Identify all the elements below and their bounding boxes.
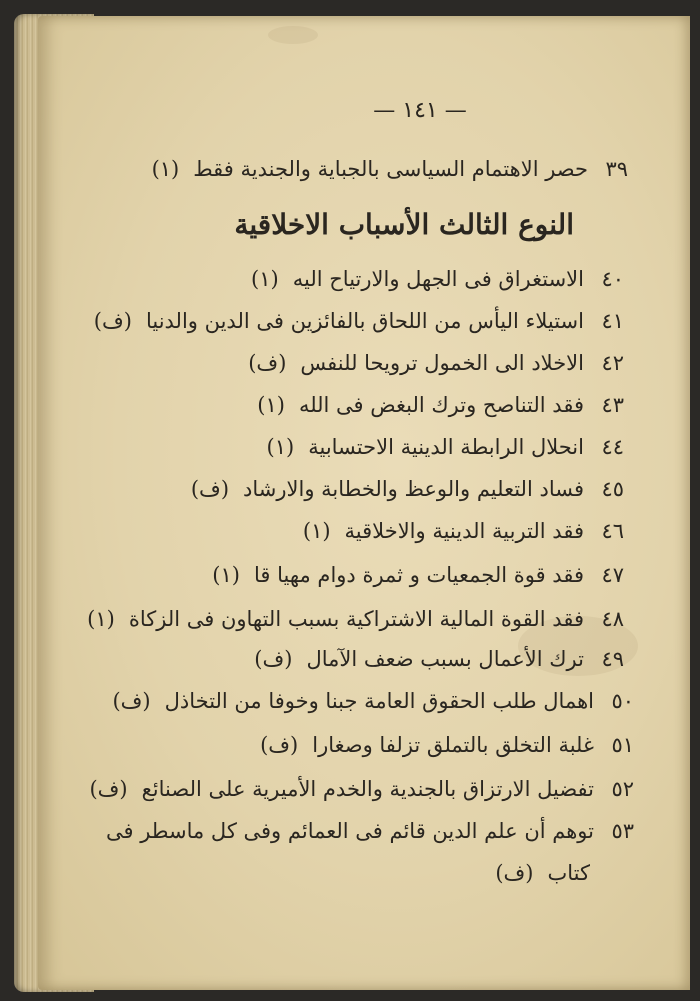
item-text: تفضيل الارتزاق بالجندية والخدم الأميرية على الصنائع xyxy=(141,777,594,801)
item-number: ٣٩ xyxy=(605,157,628,181)
item-number: ٤٧ xyxy=(601,563,624,587)
list-item xyxy=(112,686,634,716)
list-item xyxy=(251,264,624,294)
list-item xyxy=(152,154,628,184)
list-item xyxy=(254,644,624,674)
list-item xyxy=(260,730,634,760)
item-mark: (ف) xyxy=(190,477,230,501)
list-item xyxy=(257,390,624,420)
item-text: فقد التربية الدينية والاخلاقية xyxy=(344,519,584,543)
list-item xyxy=(94,306,624,336)
item-number: ٥٢ xyxy=(611,777,634,801)
list-item xyxy=(212,560,624,590)
item-text: فقد قوة الجمعيات و ثمرة دوام مهيا قا xyxy=(253,563,584,587)
item-text: اهمال طلب الحقوق العامة جبنا وخوفا من التخاذل xyxy=(164,689,594,713)
page-number: — ١٤١ — xyxy=(373,98,467,123)
item-text: توهم أن علم الدين قائم فى العمائم وفى كل ماسطر فى xyxy=(105,819,594,843)
item-text: فقد القوة المالية الاشتراكية بسبب التهاون فى الزكاة xyxy=(128,607,584,631)
item-mark: (١) xyxy=(251,267,279,291)
list-item xyxy=(248,348,624,378)
item-mark: (١) xyxy=(257,393,285,417)
item-text: فقد التناصح وترك البغض فى الله xyxy=(298,393,584,417)
continuation-text: كتاب xyxy=(547,861,590,885)
item-number: ٤١ xyxy=(601,309,624,333)
item-text: فساد التعليم والوعظ والخطابة والارشاد xyxy=(243,477,584,501)
item-number: ٤٥ xyxy=(601,477,624,501)
list-item xyxy=(87,604,624,634)
item-text: حصر الاهتمام السياسى بالجباية والجندية فقط xyxy=(193,157,588,181)
item-number: ٥٣ xyxy=(611,819,634,843)
item-mark: (ف) xyxy=(93,309,132,333)
list-item xyxy=(92,816,634,846)
page-smudge xyxy=(268,26,318,44)
item-number: ٥٠ xyxy=(611,689,634,713)
list-item xyxy=(89,774,634,804)
item-number: ٤٣ xyxy=(601,393,624,417)
item-mark: (١) xyxy=(87,607,115,631)
list-item xyxy=(191,474,624,504)
list-item-continuation xyxy=(495,858,590,888)
item-number: ٤٩ xyxy=(601,647,624,671)
item-mark: (١) xyxy=(266,435,295,459)
item-number: ٤٨ xyxy=(601,607,624,631)
item-mark: (ف) xyxy=(112,689,151,713)
item-mark: (ف) xyxy=(260,733,299,757)
item-text: الاستغراق فى الجهل والارتياح اليه xyxy=(292,267,584,291)
item-number: ٤٦ xyxy=(601,519,624,543)
item-mark: (ف) xyxy=(254,647,293,671)
item-number: ٤٢ xyxy=(601,351,624,375)
item-text: الاخلاد الى الخمول ترويحا للنفس xyxy=(300,351,584,375)
item-mark: (١) xyxy=(212,563,240,587)
item-mark: (ف) xyxy=(495,861,534,885)
section-heading: النوع الثالث الأسباب الاخلاقية xyxy=(234,208,574,241)
item-mark: (١) xyxy=(302,519,331,543)
item-number: ٤٤ xyxy=(601,435,624,459)
item-text: غلبة التخلق بالتملق تزلفا وصغارا xyxy=(312,733,594,757)
item-mark: (ف) xyxy=(89,777,128,801)
item-text: استيلاء اليأس من اللحاق بالفائزين فى الدين والدنيا xyxy=(145,309,584,333)
item-number: ٥١ xyxy=(611,733,634,757)
item-text: ترك الأعمال بسبب ضعف الآمال xyxy=(306,647,584,671)
item-mark: (ف) xyxy=(248,351,287,375)
list-item xyxy=(267,432,624,462)
item-number: ٤٠ xyxy=(601,267,624,291)
item-mark: (١) xyxy=(151,157,180,181)
item-text: انحلال الرابطة الدينية الاحتسابية xyxy=(308,435,584,459)
list-item xyxy=(303,516,624,546)
